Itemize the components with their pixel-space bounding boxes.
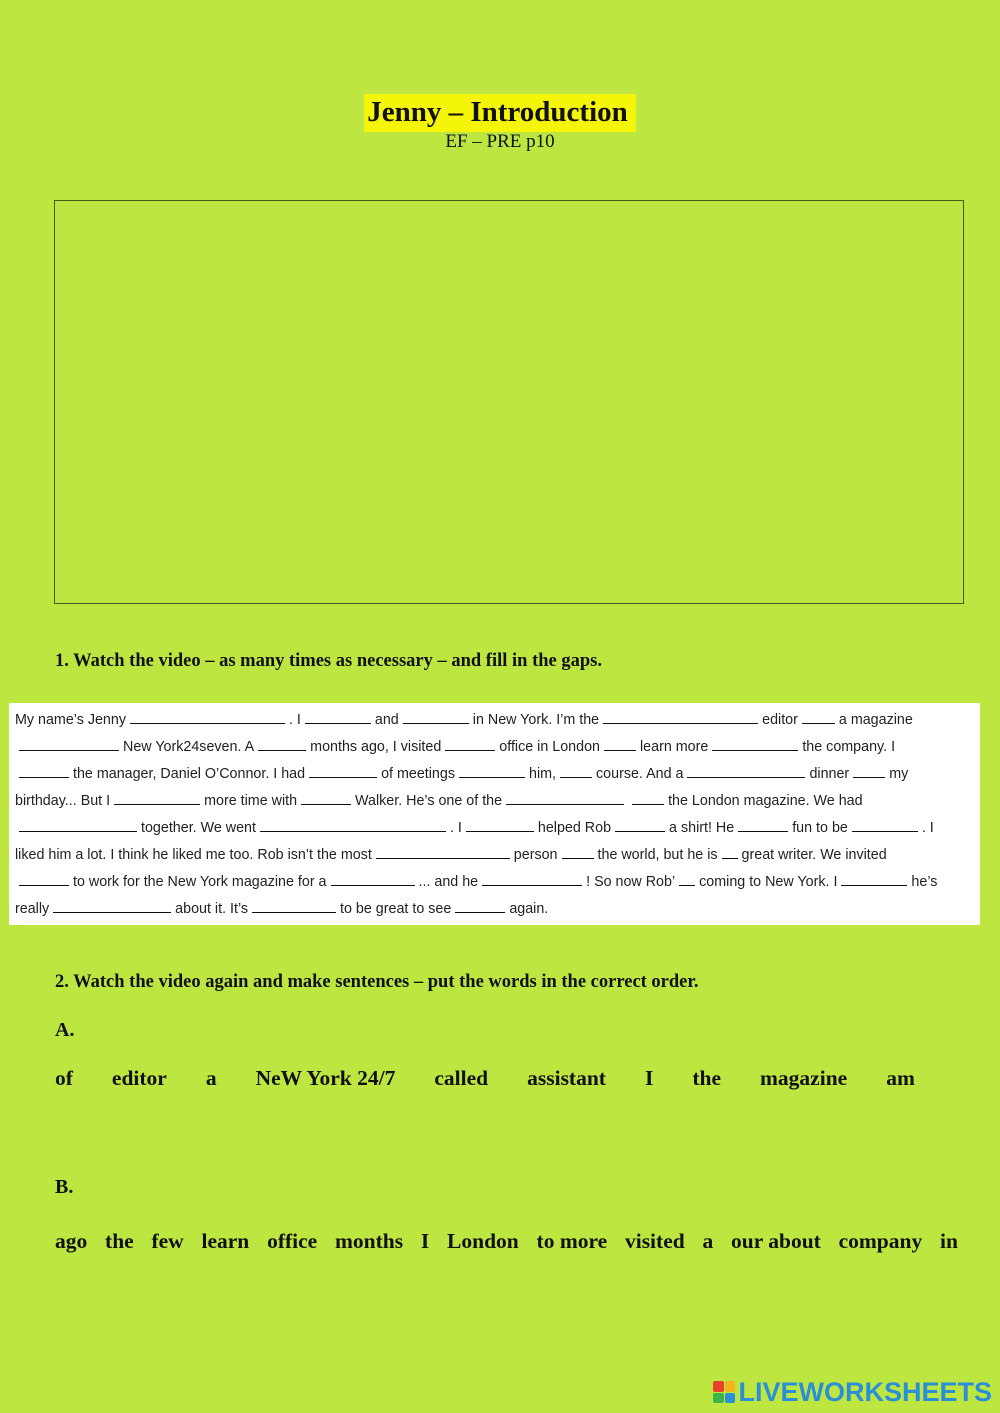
- gap-fill-text: [9, 703, 980, 925]
- text-segment: liked him a lot. I think he liked me too. Rob isn’t the most: [15, 847, 372, 863]
- text-line: [15, 815, 980, 842]
- gap-input[interactable]: [482, 870, 582, 886]
- text-line: [15, 707, 980, 734]
- logo-square: [713, 1381, 724, 1392]
- text-segment: and: [374, 712, 399, 728]
- gap-input[interactable]: [331, 870, 415, 886]
- text-segment: the company. I: [802, 739, 896, 755]
- text-segment: learn more: [639, 739, 709, 755]
- gap-input[interactable]: [252, 897, 336, 913]
- gap-input[interactable]: [301, 789, 351, 805]
- gap-input[interactable]: [445, 735, 495, 751]
- text-segment: . I: [288, 712, 301, 728]
- sentence-a-word[interactable]: called: [434, 1066, 489, 1090]
- gap-input[interactable]: [603, 708, 758, 724]
- text-segment: a shirt! He: [669, 820, 735, 836]
- text-segment: office in London: [499, 739, 600, 755]
- gap-input[interactable]: [455, 897, 505, 913]
- sentence-b-word[interactable]: learn: [201, 1229, 250, 1253]
- video-player[interactable]: [54, 200, 964, 604]
- gap-input[interactable]: [19, 816, 137, 832]
- page-title: Jenny – Introduction: [364, 94, 636, 132]
- gap-input[interactable]: [560, 762, 592, 778]
- text-segment: Walker. He’s one of the: [355, 793, 503, 809]
- text-line: [15, 869, 980, 896]
- logo-square: [725, 1381, 736, 1392]
- gap-input[interactable]: [459, 762, 525, 778]
- gap-input[interactable]: [19, 735, 119, 751]
- gap-input[interactable]: [722, 843, 738, 859]
- sentence-b-word[interactable]: months: [334, 1229, 404, 1253]
- gap-input[interactable]: [260, 816, 446, 832]
- gap-input[interactable]: [309, 762, 377, 778]
- gap-input[interactable]: [19, 870, 69, 886]
- footer-logo[interactable]: [713, 1377, 992, 1407]
- text-segment: helped Rob: [537, 820, 612, 836]
- gap-input[interactable]: [376, 843, 510, 859]
- sentence-b-word[interactable]: few: [151, 1229, 184, 1253]
- sentence-b-word[interactable]: visited: [624, 1229, 685, 1253]
- sentence-a-word[interactable]: NeW York 24/7: [255, 1066, 396, 1090]
- text-line: [15, 842, 980, 869]
- gap-input[interactable]: [738, 816, 788, 832]
- liveworksheets-logo-icon: [713, 1381, 735, 1403]
- sentence-b-word[interactable]: I: [420, 1229, 430, 1253]
- sentence-a-word[interactable]: editor: [111, 1066, 167, 1090]
- text-line: [15, 788, 980, 815]
- text-segment: he’s: [911, 874, 938, 890]
- text-segment: New York24seven. A: [123, 739, 255, 755]
- gap-input[interactable]: [466, 816, 534, 832]
- text-segment: a magazine: [838, 712, 913, 728]
- text-segment: dinner: [809, 766, 850, 782]
- text-segment: really: [15, 901, 50, 917]
- sentence-a-word[interactable]: magazine: [760, 1066, 848, 1090]
- gap-input[interactable]: [562, 843, 594, 859]
- gap-input[interactable]: [615, 816, 665, 832]
- text-segment: . I: [449, 820, 462, 836]
- gap-input[interactable]: [506, 789, 624, 805]
- logo-square: [725, 1393, 736, 1404]
- text-segment: of meetings: [381, 766, 455, 782]
- text-segment: course. And a: [596, 766, 684, 782]
- gap-input[interactable]: [841, 870, 907, 886]
- text-segment: birthday... But I: [15, 793, 111, 809]
- sentence-a-word[interactable]: the: [692, 1066, 722, 1090]
- logo-text: LIVEWORKSHEETS: [738, 1376, 992, 1407]
- sentence-b-word[interactable]: office: [267, 1229, 318, 1253]
- sentence-b-word[interactable]: in: [940, 1229, 958, 1253]
- sentence-a-word[interactable]: assistant: [527, 1066, 606, 1090]
- text-segment: together. We went: [141, 820, 256, 836]
- text-segment: person: [513, 847, 558, 863]
- gap-input[interactable]: [403, 708, 469, 724]
- text-line: [15, 734, 980, 761]
- text-segment: months ago, I visited: [310, 739, 442, 755]
- exercise-1-heading: 1. Watch the video – as many times as necessary – and fill in the gaps.: [55, 651, 602, 671]
- gap-input[interactable]: [853, 762, 885, 778]
- text-segment: great writer. We invited: [741, 847, 887, 863]
- text-segment: about it. It’s: [175, 901, 249, 917]
- gap-input[interactable]: [305, 708, 371, 724]
- text-segment: to be great to see: [340, 901, 452, 917]
- sentence-b-word[interactable]: ago: [55, 1229, 88, 1253]
- gap-input[interactable]: [130, 708, 285, 724]
- title-wrap: [0, 94, 1000, 132]
- sentence-b-word[interactable]: the: [105, 1229, 134, 1253]
- text-segment: My name’s Jenny: [15, 712, 126, 728]
- text-segment: again.: [509, 901, 549, 917]
- sentence-a-word[interactable]: am: [886, 1066, 915, 1090]
- text-segment: in New York. I’m the: [472, 712, 600, 728]
- sentence-a-label: A.: [55, 1019, 75, 1041]
- gap-input[interactable]: [712, 735, 798, 751]
- gap-input[interactable]: [852, 816, 918, 832]
- sentence-a-words: [55, 1066, 915, 1091]
- sentence-b-word[interactable]: company: [838, 1229, 923, 1253]
- text-line: [15, 761, 980, 788]
- sentence-b-words: [55, 1229, 958, 1254]
- gap-input[interactable]: [802, 708, 835, 724]
- text-line: [15, 896, 980, 923]
- text-segment: ! So now Rob’: [586, 874, 676, 890]
- text-segment: more time with: [204, 793, 298, 809]
- text-segment: ... and he: [418, 874, 479, 890]
- logo-square: [713, 1393, 724, 1404]
- text-segment: fun to be: [792, 820, 848, 836]
- sentence-b-word[interactable]: a: [702, 1229, 714, 1253]
- gap-input[interactable]: [604, 735, 636, 751]
- sentence-b-word[interactable]: to more: [536, 1229, 608, 1253]
- text-segment: coming to New York. I: [699, 874, 838, 890]
- gap-input[interactable]: [114, 789, 200, 805]
- text-segment: to work for the New York magazine for a: [73, 874, 327, 890]
- gap-input[interactable]: [19, 762, 69, 778]
- text-segment: my: [889, 766, 909, 782]
- exercise-2-heading: 2. Watch the video again and make sentences – put the words in the correct order.: [55, 972, 699, 992]
- text-segment: . I: [921, 820, 934, 836]
- text-segment: the London magazine. We had: [668, 793, 863, 809]
- gap-input[interactable]: [679, 870, 695, 886]
- page-subtitle: EF – PRE p10: [445, 131, 555, 152]
- text-segment: the manager, Daniel O’Connor. I had: [73, 766, 306, 782]
- gap-input[interactable]: [258, 735, 306, 751]
- text-segment: editor: [762, 712, 798, 728]
- sentence-b-word[interactable]: our about: [731, 1229, 821, 1253]
- gap-input[interactable]: [53, 897, 171, 913]
- sentence-a-word[interactable]: a: [205, 1066, 217, 1090]
- text-segment: him,: [529, 766, 557, 782]
- gap-input[interactable]: [687, 762, 805, 778]
- sentence-a-word[interactable]: of: [55, 1066, 73, 1090]
- sentence-a-word[interactable]: I: [644, 1066, 654, 1090]
- sentence-b-word[interactable]: London: [447, 1229, 519, 1253]
- sentence-b-label: B.: [55, 1176, 74, 1198]
- text-segment: the world, but he is: [597, 847, 718, 863]
- gap-input[interactable]: [632, 789, 664, 805]
